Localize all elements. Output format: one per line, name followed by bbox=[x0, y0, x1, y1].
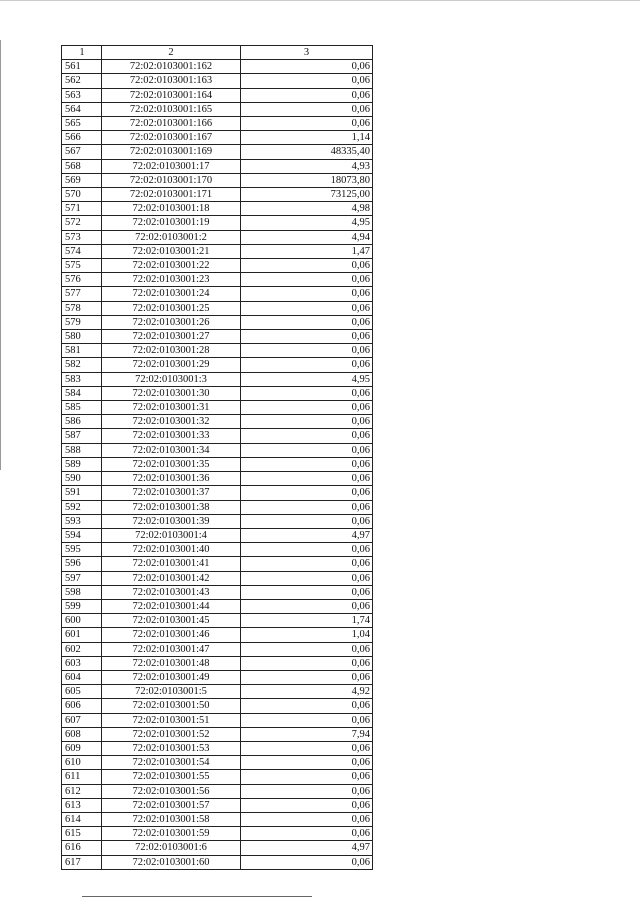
value-cell: 0,06 bbox=[241, 571, 373, 585]
value-cell: 0,06 bbox=[241, 344, 373, 358]
row-number: 561 bbox=[62, 60, 102, 74]
value-cell: 1,04 bbox=[241, 628, 373, 642]
table-row bbox=[62, 386, 373, 400]
table-row bbox=[62, 528, 373, 542]
row-number: 604 bbox=[62, 670, 102, 684]
table-row bbox=[62, 259, 373, 273]
value-cell: 0,06 bbox=[241, 486, 373, 500]
row-number: 597 bbox=[62, 571, 102, 585]
row-number: 616 bbox=[62, 841, 102, 855]
row-number: 610 bbox=[62, 756, 102, 770]
value-cell: 0,06 bbox=[241, 656, 373, 670]
cadastral-number: 72:02:0103001:163 bbox=[102, 74, 241, 88]
table-row bbox=[62, 159, 373, 173]
table-row bbox=[62, 756, 373, 770]
cadastral-number: 72:02:0103001:42 bbox=[102, 571, 241, 585]
row-number: 599 bbox=[62, 599, 102, 613]
value-cell: 0,06 bbox=[241, 670, 373, 684]
scan-edge-left bbox=[0, 40, 1, 470]
table-row bbox=[62, 827, 373, 841]
cadastral-number: 72:02:0103001:58 bbox=[102, 812, 241, 826]
table-row bbox=[62, 599, 373, 613]
table-row bbox=[62, 472, 373, 486]
value-cell: 0,06 bbox=[241, 443, 373, 457]
value-cell: 0,06 bbox=[241, 386, 373, 400]
cadastral-number: 72:02:0103001:6 bbox=[102, 841, 241, 855]
value-cell: 4,93 bbox=[241, 159, 373, 173]
table-row bbox=[62, 457, 373, 471]
cadastral-number: 72:02:0103001:38 bbox=[102, 500, 241, 514]
cadastral-number: 72:02:0103001:43 bbox=[102, 585, 241, 599]
cadastral-number: 72:02:0103001:60 bbox=[102, 855, 241, 869]
table-row bbox=[62, 301, 373, 315]
value-cell: 0,06 bbox=[241, 60, 373, 74]
value-cell: 0,06 bbox=[241, 301, 373, 315]
cadastral-number: 72:02:0103001:44 bbox=[102, 599, 241, 613]
table-row bbox=[62, 102, 373, 116]
cadastral-number: 72:02:0103001:21 bbox=[102, 244, 241, 258]
table-row bbox=[62, 685, 373, 699]
value-cell: 0,06 bbox=[241, 770, 373, 784]
value-cell: 0,06 bbox=[241, 273, 373, 287]
table-row bbox=[62, 500, 373, 514]
value-cell: 4,97 bbox=[241, 528, 373, 542]
cadastral-number: 72:02:0103001:24 bbox=[102, 287, 241, 301]
value-cell: 0,06 bbox=[241, 699, 373, 713]
table-row bbox=[62, 202, 373, 216]
value-cell: 0,06 bbox=[241, 741, 373, 755]
cadastral-number: 72:02:0103001:164 bbox=[102, 88, 241, 102]
table-row bbox=[62, 784, 373, 798]
row-number: 601 bbox=[62, 628, 102, 642]
cadastral-number: 72:02:0103001:32 bbox=[102, 415, 241, 429]
table-row bbox=[62, 585, 373, 599]
row-number: 562 bbox=[62, 74, 102, 88]
row-number: 574 bbox=[62, 244, 102, 258]
value-cell: 0,06 bbox=[241, 330, 373, 344]
cadastral-number: 72:02:0103001:49 bbox=[102, 670, 241, 684]
cadastral-number: 72:02:0103001:45 bbox=[102, 614, 241, 628]
table-row bbox=[62, 557, 373, 571]
table-row bbox=[62, 770, 373, 784]
table-row bbox=[62, 642, 373, 656]
cadastral-number: 72:02:0103001:169 bbox=[102, 145, 241, 159]
table-row bbox=[62, 315, 373, 329]
row-number: 563 bbox=[62, 88, 102, 102]
cadastral-number: 72:02:0103001:162 bbox=[102, 60, 241, 74]
cadastral-number: 72:02:0103001:39 bbox=[102, 514, 241, 528]
row-number: 609 bbox=[62, 741, 102, 755]
row-number: 565 bbox=[62, 117, 102, 131]
cadastral-number: 72:02:0103001:23 bbox=[102, 273, 241, 287]
table-row bbox=[62, 131, 373, 145]
row-number: 583 bbox=[62, 372, 102, 386]
cadastral-number: 72:02:0103001:47 bbox=[102, 642, 241, 656]
table-header-row bbox=[62, 46, 373, 60]
value-cell: 0,06 bbox=[241, 855, 373, 869]
cadastral-number: 72:02:0103001:52 bbox=[102, 727, 241, 741]
row-number: 593 bbox=[62, 514, 102, 528]
row-number: 600 bbox=[62, 614, 102, 628]
parcel-table bbox=[61, 45, 373, 870]
value-cell: 0,06 bbox=[241, 358, 373, 372]
table-row bbox=[62, 713, 373, 727]
value-cell: 4,92 bbox=[241, 685, 373, 699]
value-cell: 4,94 bbox=[241, 230, 373, 244]
value-cell: 0,06 bbox=[241, 102, 373, 116]
footer-rule bbox=[82, 896, 312, 897]
cadastral-number: 72:02:0103001:17 bbox=[102, 159, 241, 173]
cadastral-number: 72:02:0103001:26 bbox=[102, 315, 241, 329]
cadastral-number: 72:02:0103001:36 bbox=[102, 472, 241, 486]
value-cell: 4,95 bbox=[241, 216, 373, 230]
row-number: 584 bbox=[62, 386, 102, 400]
row-number: 596 bbox=[62, 557, 102, 571]
row-number: 591 bbox=[62, 486, 102, 500]
cadastral-number: 72:02:0103001:54 bbox=[102, 756, 241, 770]
table-row bbox=[62, 429, 373, 443]
cadastral-number: 72:02:0103001:29 bbox=[102, 358, 241, 372]
table-row bbox=[62, 372, 373, 386]
value-cell: 0,06 bbox=[241, 315, 373, 329]
cadastral-number: 72:02:0103001:30 bbox=[102, 386, 241, 400]
cadastral-number: 72:02:0103001:27 bbox=[102, 330, 241, 344]
cadastral-number: 72:02:0103001:165 bbox=[102, 102, 241, 116]
table-row bbox=[62, 117, 373, 131]
value-cell: 4,98 bbox=[241, 202, 373, 216]
table-row bbox=[62, 287, 373, 301]
row-number: 614 bbox=[62, 812, 102, 826]
row-number: 575 bbox=[62, 259, 102, 273]
cadastral-number: 72:02:0103001:28 bbox=[102, 344, 241, 358]
table-row bbox=[62, 841, 373, 855]
row-number: 564 bbox=[62, 102, 102, 116]
row-number: 606 bbox=[62, 699, 102, 713]
row-number: 611 bbox=[62, 770, 102, 784]
row-number: 579 bbox=[62, 315, 102, 329]
row-number: 589 bbox=[62, 457, 102, 471]
table-row bbox=[62, 358, 373, 372]
value-cell: 0,06 bbox=[241, 827, 373, 841]
value-cell: 0,06 bbox=[241, 514, 373, 528]
row-number: 568 bbox=[62, 159, 102, 173]
row-number: 603 bbox=[62, 656, 102, 670]
value-cell: 0,06 bbox=[241, 472, 373, 486]
row-number: 617 bbox=[62, 855, 102, 869]
cadastral-number: 72:02:0103001:171 bbox=[102, 188, 241, 202]
cadastral-number: 72:02:0103001:170 bbox=[102, 173, 241, 187]
scan-edge-top bbox=[0, 0, 640, 1]
value-cell: 1,47 bbox=[241, 244, 373, 258]
cadastral-number: 72:02:0103001:31 bbox=[102, 401, 241, 415]
header-col-3: 3 bbox=[241, 46, 373, 60]
row-number: 573 bbox=[62, 230, 102, 244]
value-cell: 1,74 bbox=[241, 614, 373, 628]
value-cell: 7,94 bbox=[241, 727, 373, 741]
row-number: 602 bbox=[62, 642, 102, 656]
cadastral-number: 72:02:0103001:59 bbox=[102, 827, 241, 841]
table-row bbox=[62, 173, 373, 187]
table-row bbox=[62, 415, 373, 429]
value-cell: 0,06 bbox=[241, 415, 373, 429]
cadastral-number: 72:02:0103001:50 bbox=[102, 699, 241, 713]
cadastral-number: 72:02:0103001:35 bbox=[102, 457, 241, 471]
row-number: 571 bbox=[62, 202, 102, 216]
row-number: 586 bbox=[62, 415, 102, 429]
value-cell: 0,06 bbox=[241, 259, 373, 273]
table-row bbox=[62, 60, 373, 74]
table-row bbox=[62, 812, 373, 826]
value-cell: 4,97 bbox=[241, 841, 373, 855]
value-cell: 0,06 bbox=[241, 429, 373, 443]
table-row bbox=[62, 656, 373, 670]
value-cell: 0,06 bbox=[241, 543, 373, 557]
row-number: 578 bbox=[62, 301, 102, 315]
value-cell: 0,06 bbox=[241, 585, 373, 599]
cadastral-number: 72:02:0103001:51 bbox=[102, 713, 241, 727]
table-row bbox=[62, 443, 373, 457]
cadastral-number: 72:02:0103001:48 bbox=[102, 656, 241, 670]
value-cell: 0,06 bbox=[241, 117, 373, 131]
value-cell: 1,14 bbox=[241, 131, 373, 145]
table-body bbox=[62, 60, 373, 870]
row-number: 569 bbox=[62, 173, 102, 187]
row-number: 612 bbox=[62, 784, 102, 798]
value-cell: 0,06 bbox=[241, 557, 373, 571]
table-row bbox=[62, 401, 373, 415]
row-number: 590 bbox=[62, 472, 102, 486]
table-row bbox=[62, 628, 373, 642]
cadastral-number: 72:02:0103001:37 bbox=[102, 486, 241, 500]
cadastral-number: 72:02:0103001:41 bbox=[102, 557, 241, 571]
row-number: 605 bbox=[62, 685, 102, 699]
cadastral-number: 72:02:0103001:33 bbox=[102, 429, 241, 443]
value-cell: 0,06 bbox=[241, 599, 373, 613]
value-cell: 0,06 bbox=[241, 457, 373, 471]
table-row bbox=[62, 216, 373, 230]
value-cell: 0,06 bbox=[241, 88, 373, 102]
cadastral-number: 72:02:0103001:55 bbox=[102, 770, 241, 784]
header-col-2: 2 bbox=[102, 46, 241, 60]
value-cell: 73125,00 bbox=[241, 188, 373, 202]
value-cell: 0,06 bbox=[241, 812, 373, 826]
table-row bbox=[62, 244, 373, 258]
row-number: 613 bbox=[62, 798, 102, 812]
cadastral-number: 72:02:0103001:22 bbox=[102, 259, 241, 273]
header-col-1: 1 bbox=[62, 46, 102, 60]
row-number: 592 bbox=[62, 500, 102, 514]
row-number: 567 bbox=[62, 145, 102, 159]
value-cell: 4,95 bbox=[241, 372, 373, 386]
row-number: 608 bbox=[62, 727, 102, 741]
row-number: 566 bbox=[62, 131, 102, 145]
table-row bbox=[62, 571, 373, 585]
table-row bbox=[62, 88, 373, 102]
table-row bbox=[62, 273, 373, 287]
row-number: 582 bbox=[62, 358, 102, 372]
value-cell: 0,06 bbox=[241, 784, 373, 798]
cadastral-number: 72:02:0103001:5 bbox=[102, 685, 241, 699]
row-number: 607 bbox=[62, 713, 102, 727]
row-number: 598 bbox=[62, 585, 102, 599]
value-cell: 18073,80 bbox=[241, 173, 373, 187]
value-cell: 0,06 bbox=[241, 756, 373, 770]
row-number: 595 bbox=[62, 543, 102, 557]
row-number: 576 bbox=[62, 273, 102, 287]
value-cell: 0,06 bbox=[241, 287, 373, 301]
row-number: 581 bbox=[62, 344, 102, 358]
value-cell: 0,06 bbox=[241, 74, 373, 88]
cadastral-number: 72:02:0103001:19 bbox=[102, 216, 241, 230]
row-number: 580 bbox=[62, 330, 102, 344]
cadastral-number: 72:02:0103001:25 bbox=[102, 301, 241, 315]
cadastral-number: 72:02:0103001:18 bbox=[102, 202, 241, 216]
cadastral-number: 72:02:0103001:53 bbox=[102, 741, 241, 755]
value-cell: 0,06 bbox=[241, 500, 373, 514]
cadastral-number: 72:02:0103001:2 bbox=[102, 230, 241, 244]
cadastral-number: 72:02:0103001:166 bbox=[102, 117, 241, 131]
value-cell: 48335,40 bbox=[241, 145, 373, 159]
row-number: 615 bbox=[62, 827, 102, 841]
table-row bbox=[62, 741, 373, 755]
row-number: 594 bbox=[62, 528, 102, 542]
row-number: 572 bbox=[62, 216, 102, 230]
row-number: 588 bbox=[62, 443, 102, 457]
table-row bbox=[62, 486, 373, 500]
table-row bbox=[62, 614, 373, 628]
table-row bbox=[62, 330, 373, 344]
value-cell: 0,06 bbox=[241, 642, 373, 656]
cadastral-number: 72:02:0103001:57 bbox=[102, 798, 241, 812]
cadastral-number: 72:02:0103001:46 bbox=[102, 628, 241, 642]
cadastral-number: 72:02:0103001:34 bbox=[102, 443, 241, 457]
value-cell: 0,06 bbox=[241, 798, 373, 812]
cadastral-number: 72:02:0103001:4 bbox=[102, 528, 241, 542]
table-row bbox=[62, 699, 373, 713]
row-number: 587 bbox=[62, 429, 102, 443]
row-number: 577 bbox=[62, 287, 102, 301]
table-row bbox=[62, 727, 373, 741]
row-number: 585 bbox=[62, 401, 102, 415]
table-row bbox=[62, 543, 373, 557]
table-row bbox=[62, 74, 373, 88]
table-row bbox=[62, 798, 373, 812]
table-row bbox=[62, 145, 373, 159]
value-cell: 0,06 bbox=[241, 401, 373, 415]
table-row bbox=[62, 344, 373, 358]
cadastral-number: 72:02:0103001:56 bbox=[102, 784, 241, 798]
table-row bbox=[62, 188, 373, 202]
table-row bbox=[62, 230, 373, 244]
cadastral-number: 72:02:0103001:40 bbox=[102, 543, 241, 557]
cadastral-number: 72:02:0103001:3 bbox=[102, 372, 241, 386]
table-row bbox=[62, 855, 373, 869]
table-row bbox=[62, 514, 373, 528]
row-number: 570 bbox=[62, 188, 102, 202]
cadastral-number: 72:02:0103001:167 bbox=[102, 131, 241, 145]
table-row bbox=[62, 670, 373, 684]
value-cell: 0,06 bbox=[241, 713, 373, 727]
